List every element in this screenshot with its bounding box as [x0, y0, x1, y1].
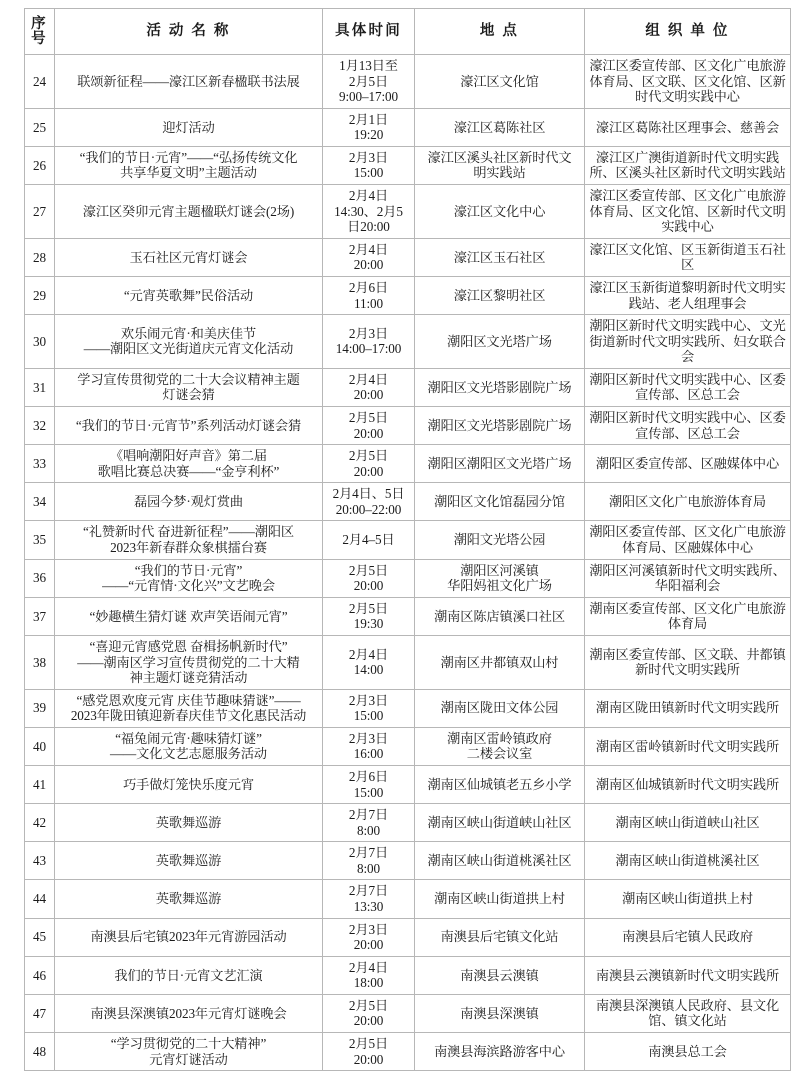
header-seq-line1: 序 — [31, 16, 48, 32]
row-location: 潮阳区文光塔影剧院广场 — [415, 406, 585, 444]
row-activity-name: 我们的节日·元宵文艺汇演 — [55, 956, 323, 994]
row-location: 潮南区陇田文体公园 — [415, 689, 585, 727]
row-organizer: 潮阳区新时代文明实践中心、区委宣传部、区总工会 — [585, 368, 791, 406]
row-sequence-number: 43 — [25, 842, 55, 880]
row-time: 2月3日 14:00–17:00 — [323, 315, 415, 369]
row-time: 2月6日 11:00 — [323, 276, 415, 314]
row-location: 南澳县海滨路游客中心 — [415, 1033, 585, 1071]
row-organizer: 南澳县总工会 — [585, 1033, 791, 1071]
row-activity-name: 英歌舞巡游 — [55, 842, 323, 880]
table-row — [25, 315, 791, 369]
row-organizer: 潮阳区委宣传部、区文化广电旅游体育局、区融媒体中心 — [585, 521, 791, 559]
row-sequence-number: 48 — [25, 1033, 55, 1071]
row-location: 潮南区陈店镇溪口社区 — [415, 597, 585, 635]
row-activity-name: 《唱响潮阳好声音》第二届 歌唱比赛总决赛——“金亨利杯” — [55, 445, 323, 483]
row-activity-name: “我们的节日·元宵节”系列活动灯谜会猜 — [55, 406, 323, 444]
row-time: 2月3日 16:00 — [323, 727, 415, 765]
row-time: 2月5日 20:00 — [323, 559, 415, 597]
row-sequence-number: 35 — [25, 521, 55, 559]
table-row — [25, 108, 791, 146]
row-activity-name: “我们的节日·元宵”——“弘扬传统文化 共享华夏文明”主题活动 — [55, 146, 323, 184]
row-sequence-number: 33 — [25, 445, 55, 483]
row-activity-name: “福兔闹元宵·趣味猜灯谜” ——文化文艺志愿服务活动 — [55, 727, 323, 765]
table-row — [25, 880, 791, 918]
row-activity-name: 欢乐闹元宵·和美庆佳节 ——潮阳区文光街道庆元宵文化活动 — [55, 315, 323, 369]
row-sequence-number: 24 — [25, 55, 55, 109]
row-organizer: 潮南区峡山街道峡山社区 — [585, 804, 791, 842]
row-time: 2月5日 20:00 — [323, 994, 415, 1032]
row-organizer: 南澳县深澳镇人民政府、县文化馆、镇文化站 — [585, 994, 791, 1032]
row-time: 2月4日、5日 20:00–22:00 — [323, 483, 415, 521]
row-activity-name: “妙趣横生猜灯谜 欢声笑语闹元宵” — [55, 597, 323, 635]
row-organizer: 潮阳区河溪镇新时代文明实践所、华阳福利会 — [585, 559, 791, 597]
row-sequence-number: 29 — [25, 276, 55, 314]
row-activity-name: “礼赞新时代 奋进新征程”——潮阳区 2023年新春群众象棋擂台赛 — [55, 521, 323, 559]
header-seq-line2: 号 — [31, 30, 48, 47]
row-sequence-number: 42 — [25, 804, 55, 842]
row-activity-name: “我们的节日·元宵” ——“元宵情·文化兴”文艺晚会 — [55, 559, 323, 597]
row-time: 1月13日至 2月5日 9:00–17:00 — [323, 55, 415, 109]
table-row — [25, 146, 791, 184]
row-organizer: 潮南区委宣传部、区文联、井都镇新时代文明实践所 — [585, 635, 791, 689]
column-header-activity-name: 活 动 名 称 — [55, 9, 323, 55]
row-organizer: 潮阳区新时代文明实践中心、区委宣传部、区总工会 — [585, 406, 791, 444]
row-time: 2月4日 14:30、2月5 日20:00 — [323, 185, 415, 239]
row-activity-name: “喜迎元宵感党恩 奋楫扬帆新时代” ——潮南区学习宣传贯彻党的二十大精 神主题灯谜竞猜活动 — [55, 635, 323, 689]
table-row — [25, 483, 791, 521]
row-sequence-number: 47 — [25, 994, 55, 1032]
row-activity-name: 南澳县后宅镇2023年元宵游园活动 — [55, 918, 323, 956]
row-sequence-number: 36 — [25, 559, 55, 597]
row-organizer: 潮南区峡山街道拱上村 — [585, 880, 791, 918]
row-organizer: 濠江区葛陈社区理事会、慈善会 — [585, 108, 791, 146]
table-row — [25, 727, 791, 765]
row-location: 南澳县云澳镇 — [415, 956, 585, 994]
row-activity-name: 迎灯活动 — [55, 108, 323, 146]
row-organizer: 潮南区雷岭镇新时代文明实践所 — [585, 727, 791, 765]
row-organizer: 潮南区委宣传部、区文化广电旅游体育局 — [585, 597, 791, 635]
row-activity-name: “学习贯彻党的二十大精神” 元宵灯谜活动 — [55, 1033, 323, 1071]
row-location: 濠江区文化馆 — [415, 55, 585, 109]
row-time: 2月3日 20:00 — [323, 918, 415, 956]
table-row — [25, 521, 791, 559]
row-organizer: 濠江区委宣传部、区文化广电旅游体育局、区文化馆、区新时代文明实践中心 — [585, 185, 791, 239]
row-organizer: 濠江区文化馆、区玉新街道玉石社区 — [585, 238, 791, 276]
column-header-location: 地 点 — [415, 9, 585, 55]
row-organizer: 濠江区广澳街道新时代文明实践所、区溪头社区新时代文明实践站 — [585, 146, 791, 184]
row-sequence-number: 41 — [25, 765, 55, 803]
row-organizer: 潮南区仙城镇新时代文明实践所 — [585, 765, 791, 803]
table-row — [25, 559, 791, 597]
row-activity-name: 玉石社区元宵灯谜会 — [55, 238, 323, 276]
row-activity-name: “元宵英歌舞”民俗活动 — [55, 276, 323, 314]
row-location: 潮阳区潮阳区文光塔广场 — [415, 445, 585, 483]
row-activity-name: 南澳县深澳镇2023年元宵灯谜晚会 — [55, 994, 323, 1032]
row-time: 2月4日 20:00 — [323, 238, 415, 276]
column-header-time: 具体时间 — [323, 9, 415, 55]
row-sequence-number: 28 — [25, 238, 55, 276]
row-location: 潮南区雷岭镇政府 二楼会议室 — [415, 727, 585, 765]
row-location: 濠江区葛陈社区 — [415, 108, 585, 146]
row-sequence-number: 26 — [25, 146, 55, 184]
row-time: 2月5日 20:00 — [323, 445, 415, 483]
row-time: 2月7日 8:00 — [323, 804, 415, 842]
row-location: 潮南区井都镇双山村 — [415, 635, 585, 689]
row-activity-name: 联颂新征程——濠江区新春楹联书法展 — [55, 55, 323, 109]
table-row — [25, 445, 791, 483]
row-location: 潮阳区文光塔影剧院广场 — [415, 368, 585, 406]
table-row — [25, 765, 791, 803]
table-row — [25, 276, 791, 314]
row-location: 南澳县后宅镇文化站 — [415, 918, 585, 956]
column-header-sequence — [25, 9, 55, 55]
row-location: 潮阳文光塔公园 — [415, 521, 585, 559]
row-sequence-number: 39 — [25, 689, 55, 727]
table-row — [25, 368, 791, 406]
table-row — [25, 842, 791, 880]
row-sequence-number: 34 — [25, 483, 55, 521]
table-row — [25, 185, 791, 239]
row-sequence-number: 40 — [25, 727, 55, 765]
row-time: 2月5日 19:30 — [323, 597, 415, 635]
row-sequence-number: 45 — [25, 918, 55, 956]
row-location: 潮南区峡山街道峡山社区 — [415, 804, 585, 842]
row-activity-name: 巧手做灯笼快乐度元宵 — [55, 765, 323, 803]
row-activity-name: 英歌舞巡游 — [55, 804, 323, 842]
row-time: 2月4日 18:00 — [323, 956, 415, 994]
row-activity-name: 磊园今梦·观灯赏曲 — [55, 483, 323, 521]
column-header-organizer: 组 织 单 位 — [585, 9, 791, 55]
row-organizer: 南澳县后宅镇人民政府 — [585, 918, 791, 956]
row-location: 潮南区仙城镇老五乡小学 — [415, 765, 585, 803]
row-sequence-number: 38 — [25, 635, 55, 689]
row-activity-name: 英歌舞巡游 — [55, 880, 323, 918]
row-sequence-number: 30 — [25, 315, 55, 369]
row-time: 2月5日 20:00 — [323, 406, 415, 444]
activity-schedule-table — [24, 8, 791, 1071]
table-row — [25, 238, 791, 276]
header-row — [25, 9, 791, 55]
row-location: 南澳县深澳镇 — [415, 994, 585, 1032]
row-sequence-number: 46 — [25, 956, 55, 994]
row-time: 2月5日 20:00 — [323, 1033, 415, 1071]
table-row — [25, 1033, 791, 1071]
row-time: 2月1日 19:20 — [323, 108, 415, 146]
row-activity-name: 学习宣传贯彻党的二十大会议精神主题 灯谜会猜 — [55, 368, 323, 406]
row-organizer: 潮阳区文化广电旅游体育局 — [585, 483, 791, 521]
table-row — [25, 804, 791, 842]
row-location: 濠江区玉石社区 — [415, 238, 585, 276]
row-location: 潮阳区文化馆磊园分馆 — [415, 483, 585, 521]
row-time: 2月4日 20:00 — [323, 368, 415, 406]
row-location: 潮南区峡山街道桃溪社区 — [415, 842, 585, 880]
row-sequence-number: 31 — [25, 368, 55, 406]
row-sequence-number: 25 — [25, 108, 55, 146]
row-location: 潮阳区河溪镇 华阳妈祖文化广场 — [415, 559, 585, 597]
row-location: 濠江区黎明社区 — [415, 276, 585, 314]
row-time: 2月3日 15:00 — [323, 689, 415, 727]
table-row — [25, 55, 791, 109]
row-organizer: 潮阳区新时代文明实践中心、文光街道新时代文明实践所、妇女联合会 — [585, 315, 791, 369]
row-sequence-number: 37 — [25, 597, 55, 635]
row-organizer: 濠江区玉新街道黎明新时代文明实践站、老人组理事会 — [585, 276, 791, 314]
row-time: 2月4–5日 — [323, 521, 415, 559]
table-row — [25, 689, 791, 727]
row-location: 濠江区文化中心 — [415, 185, 585, 239]
row-time: 2月7日 13:30 — [323, 880, 415, 918]
row-activity-name: “感党恩欢度元宵 庆佳节趣味猜谜”—— 2023年陇田镇迎新春庆佳节文化惠民活动 — [55, 689, 323, 727]
row-organizer: 潮南区陇田镇新时代文明实践所 — [585, 689, 791, 727]
table-row — [25, 406, 791, 444]
table-row — [25, 597, 791, 635]
row-organizer: 南澳县云澳镇新时代文明实践所 — [585, 956, 791, 994]
row-location: 潮阳区文光塔广场 — [415, 315, 585, 369]
row-sequence-number: 44 — [25, 880, 55, 918]
row-time: 2月6日 15:00 — [323, 765, 415, 803]
table-row — [25, 994, 791, 1032]
row-organizer: 潮阳区委宣传部、区融媒体中心 — [585, 445, 791, 483]
row-sequence-number: 27 — [25, 185, 55, 239]
table-header — [25, 9, 791, 55]
row-organizer: 濠江区委宣传部、区文化广电旅游体育局、区文联、区文化馆、区新时代文明实践中心 — [585, 55, 791, 109]
table-row — [25, 635, 791, 689]
table-row — [25, 918, 791, 956]
row-organizer: 潮南区峡山街道桃溪社区 — [585, 842, 791, 880]
table-row — [25, 956, 791, 994]
row-time: 2月3日 15:00 — [323, 146, 415, 184]
row-location: 潮南区峡山街道拱上村 — [415, 880, 585, 918]
row-time: 2月4日 14:00 — [323, 635, 415, 689]
row-activity-name: 濠江区癸卯元宵主题楹联灯谜会(2场) — [55, 185, 323, 239]
table-body — [25, 55, 791, 1071]
row-location: 濠江区溪头社区新时代文 明实践站 — [415, 146, 585, 184]
row-time: 2月7日 8:00 — [323, 842, 415, 880]
row-sequence-number: 32 — [25, 406, 55, 444]
